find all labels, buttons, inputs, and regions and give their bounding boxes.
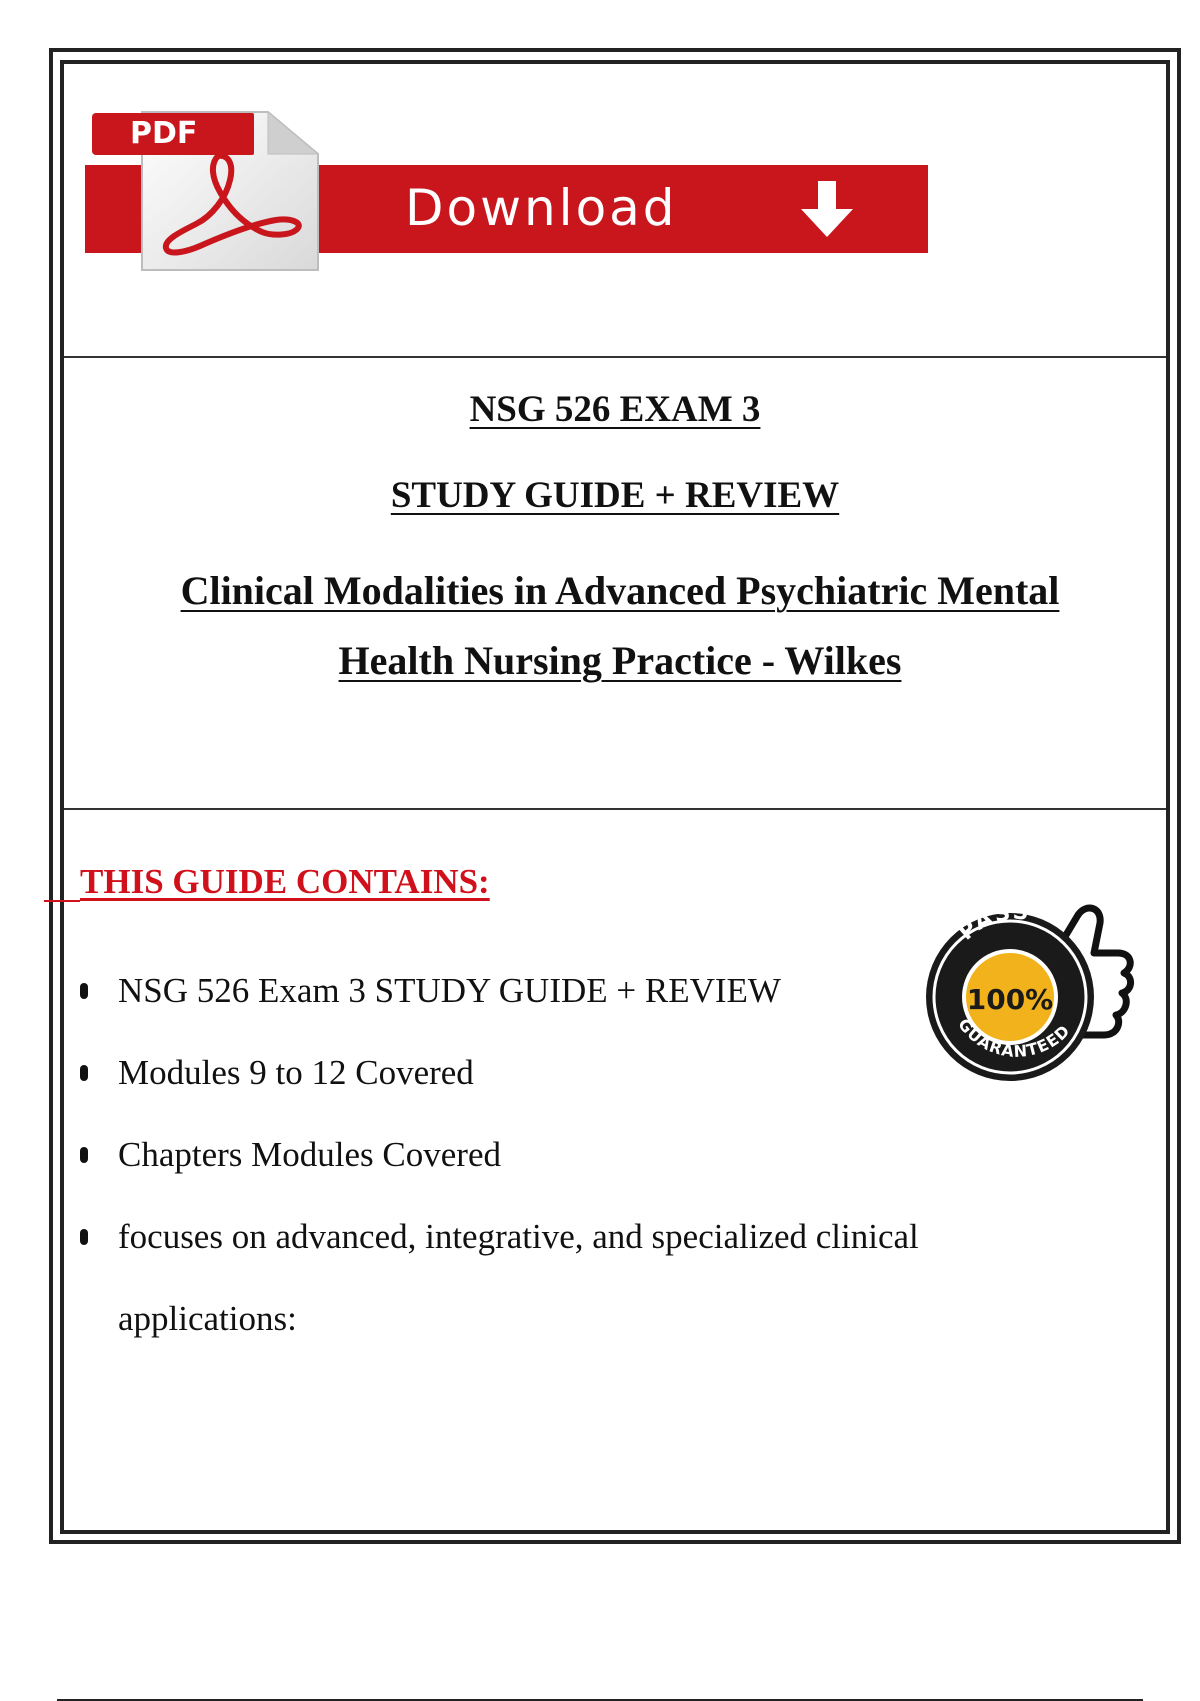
guide-title: STUDY GUIDE + REVIEW [390, 475, 840, 516]
bullet-icon [80, 1229, 88, 1245]
course-title [80, 556, 1160, 696]
heading-accent-mark [44, 900, 80, 902]
list-item: focuses on advanced, integrative, and specialized clinical applications: [80, 1196, 1038, 1360]
pass-guaranteed-seal-icon [918, 895, 1138, 1095]
exam-title: NSG 526 EXAM 3 [469, 389, 761, 430]
bullet-icon [80, 1065, 88, 1081]
contents-heading: THIS GUIDE CONTAINS: [80, 862, 490, 901]
bullet-icon [80, 1147, 88, 1163]
course-title-line-2: Health Nursing Practice - Wilkes [338, 638, 902, 683]
seal-center-text: 100% [966, 983, 1054, 1016]
seal-top-text: PASS [953, 899, 1032, 946]
pdf-label-tag: PDF [92, 113, 254, 155]
list-item: NSG 526 Exam 3 STUDY GUIDE + REVIEW [80, 950, 858, 1032]
seal-bottom-text: GUARANTEED [954, 1014, 1075, 1061]
bullet-icon [80, 983, 88, 999]
section-divider [64, 356, 1166, 358]
download-label: Download [405, 179, 678, 237]
course-title-line-1: Clinical Modalities in Advanced Psychiatric Mental [180, 568, 1060, 613]
list-item: Chapters Modules Covered [80, 1114, 1040, 1196]
contents-list [80, 950, 1040, 1360]
section-divider [64, 808, 1166, 810]
download-arrow-icon [797, 179, 857, 239]
list-item: Modules 9 to 12 Covered [80, 1032, 1040, 1114]
